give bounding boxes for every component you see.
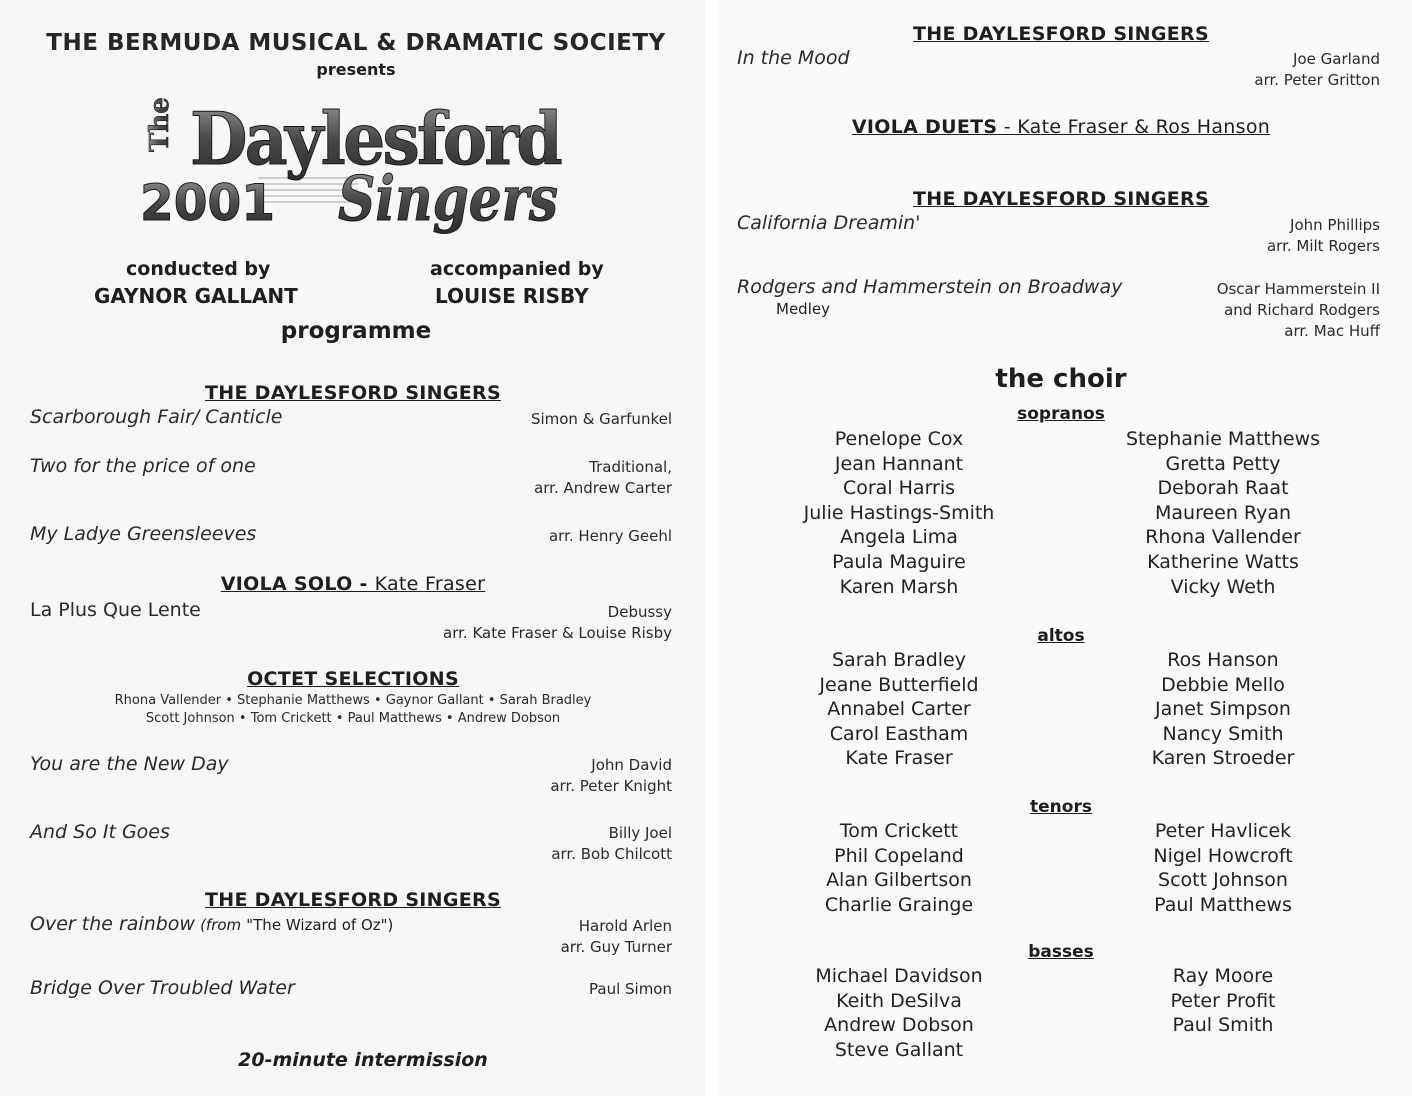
credit-line: Traditional,	[589, 458, 672, 476]
choir-member-name: Karen Marsh	[839, 575, 959, 598]
tenors-left-list	[769, 819, 1029, 917]
choir-member-name: Penelope Cox	[834, 428, 964, 450]
credit-line: Joe Garland	[1293, 50, 1380, 68]
logo-daylesford: Daylesford	[190, 96, 562, 181]
programme-item-credit	[1217, 279, 1380, 342]
conducted-by-label: conducted by	[126, 258, 271, 280]
programme-item-credit	[531, 409, 672, 430]
section-heading-singers-3: THE DAYLESFORD SINGERS	[913, 23, 1209, 45]
viola-duets-performers: - Kate Fraser & Ros Hanson	[997, 116, 1271, 138]
rainbow-title: Over the rainbow	[30, 913, 195, 935]
logo-singers: Singers	[338, 162, 558, 235]
choir-member-name: Annabel Carter	[827, 698, 971, 721]
society-heading: THE BERMUDA MUSICAL & DRAMATIC SOCIETY	[46, 30, 666, 56]
credit-line: John Phillips	[1290, 216, 1380, 234]
programme-item-title: California Dreamin'	[737, 212, 921, 234]
programme-item-title: Two for the price of one	[30, 455, 256, 477]
choir-member-name: Katherine Watts	[1147, 550, 1299, 573]
programme-item-title: My Ladye Greensleeves	[30, 523, 257, 545]
programme-item-credit	[561, 916, 672, 958]
viola-duets-label: VIOLA DUETS	[851, 116, 998, 138]
choir-member-name: Coral Harris	[842, 477, 956, 500]
choir-member-name: Stephanie Matthews	[1125, 428, 1321, 450]
accompanist-name: LOUISE RISBY	[435, 284, 589, 308]
section-heading-singers-2: THE DAYLESFORD SINGERS	[205, 889, 501, 911]
programme-item-title: Rodgers and Hammerstein on Broadway	[737, 276, 1123, 298]
choir-member-name: Michael Davidson	[815, 965, 983, 987]
programme-item-credit	[550, 755, 672, 797]
credit-line: arr. Kate Fraser & Louise Risby	[443, 624, 672, 642]
programme-item-credit	[443, 602, 672, 644]
programme-item-title: In the Mood	[737, 47, 850, 69]
octet-members	[28, 692, 678, 728]
credit-line: Simon & Garfunkel	[530, 410, 672, 428]
credit-line: arr. Mac Huff	[1284, 322, 1380, 340]
choir-member-name: Alan Gilbertson	[826, 869, 972, 892]
section-heading-singers-1: THE DAYLESFORD SINGERS	[205, 382, 501, 404]
choir-member-name: Janet Simpson	[1155, 698, 1291, 721]
choir-member-name: Kate Fraser	[845, 747, 953, 770]
sopranos-left-list	[769, 427, 1029, 599]
viola-solo-label: VIOLA SOLO -	[220, 573, 375, 595]
choir-member-name: Gretta Petty	[1165, 452, 1281, 475]
choir-member-name: Paula Maguire	[832, 550, 966, 573]
credit-line: arr. Henry Geehl	[548, 527, 672, 545]
credit-line: arr. Milt Rogers	[1266, 237, 1380, 255]
choir-member-name: Tom Crickett	[839, 820, 959, 842]
voice-heading-sopranos: sopranos	[1017, 404, 1105, 424]
choir-member-name: Vicky Weth	[1170, 575, 1276, 598]
credit-line: and Richard Rodgers	[1224, 301, 1380, 319]
voice-heading-altos: altos	[1037, 626, 1085, 646]
section-heading-viola-duets	[738, 116, 1384, 138]
programme-heading: programme	[280, 318, 432, 344]
choir-member-name: Phil Copeland	[834, 844, 964, 867]
programme-item-title: La Plus Que Lente	[30, 599, 201, 621]
choir-member-name: Charlie Grainge	[824, 893, 974, 916]
choir-member-name: Julie Hastings-Smith	[803, 501, 995, 524]
tenors-right-list	[1093, 819, 1353, 917]
altos-left-list	[769, 648, 1029, 771]
altos-right-list	[1093, 648, 1353, 771]
choir-member-name: Deborah Raat	[1157, 477, 1289, 500]
accompanied-by-label: accompanied by	[430, 258, 604, 280]
programme-item-credit	[589, 979, 672, 1000]
credit-line: Oscar Hammerstein II	[1216, 280, 1380, 298]
programme-item-credit	[549, 526, 672, 547]
choir-member-name: Nancy Smith	[1162, 722, 1284, 745]
credit-line: Paul Simon	[589, 980, 672, 998]
rainbow-from: (from	[200, 916, 242, 934]
octet-members-line: Rhona Vallender • Stephanie Matthews • Gaynor Gallant • Sarah Bradley	[114, 693, 592, 708]
programme-item-subtitle: Medley	[776, 300, 830, 318]
voice-heading-basses: basses	[1028, 942, 1094, 962]
credit-line: Harold Arlen	[578, 917, 672, 935]
choir-member-name: Sarah Bradley	[831, 649, 966, 671]
programme-item-credit	[1267, 215, 1380, 257]
programme-item-credit	[551, 823, 672, 865]
choir-member-name: Peter Profit	[1170, 989, 1276, 1012]
choir-member-name: Carol Eastham	[829, 722, 969, 745]
choir-member-name: Debbie Mello	[1161, 673, 1285, 696]
choir-member-name: Peter Havlicek	[1154, 820, 1292, 842]
section-heading-octet: OCTET SELECTIONS	[247, 668, 459, 690]
left-page	[0, 0, 705, 1096]
choir-member-name: Scott Johnson	[1158, 869, 1288, 892]
choir-member-name: Ros Hanson	[1167, 649, 1279, 671]
choir-member-name: Keith DeSilva	[836, 989, 962, 1012]
choir-member-name: Andrew Dobson	[824, 1014, 974, 1037]
credit-line: arr. Peter Gritton	[1254, 71, 1380, 89]
section-heading-viola-solo	[28, 573, 678, 595]
programme-item-title: Scarborough Fair/ Canticle	[30, 406, 283, 428]
programme-item-title: And So It Goes	[30, 821, 170, 843]
programme-item-credit	[534, 457, 672, 499]
presents-label: presents	[316, 60, 396, 79]
choir-member-name: Angela Lima	[840, 526, 958, 549]
programme-item-title: You are the New Day	[30, 753, 229, 775]
choir-member-name: Paul Matthews	[1154, 893, 1292, 916]
choir-member-name: Paul Smith	[1172, 1014, 1274, 1037]
section-heading-singers-4: THE DAYLESFORD SINGERS	[913, 188, 1209, 210]
credit-line: Debussy	[607, 603, 672, 621]
basses-right-list	[1093, 964, 1353, 1038]
conductor-name: GAYNOR GALLANT	[94, 284, 298, 308]
programme-item-title	[30, 913, 393, 935]
right-page	[718, 0, 1412, 1096]
choir-member-name: Nigel Howcroft	[1153, 844, 1293, 867]
choir-member-name: Maureen Ryan	[1154, 501, 1292, 524]
logo-year: 2001	[140, 174, 275, 232]
credit-line: Billy Joel	[608, 824, 672, 842]
choir-member-name: Ray Moore	[1172, 965, 1274, 987]
choir-member-name: Karen Stroeder	[1151, 747, 1295, 770]
intermission-label: 20-minute intermission	[238, 1049, 488, 1071]
voice-heading-tenors: tenors	[1030, 797, 1092, 817]
choir-member-name: Steve Gallant	[834, 1038, 964, 1061]
choir-member-name: Rhona Vallender	[1145, 526, 1301, 549]
credit-line: arr. Andrew Carter	[534, 479, 672, 497]
choir-heading: the choir	[995, 364, 1127, 394]
logo-the: The	[145, 97, 175, 152]
credit-line: arr. Peter Knight	[550, 777, 672, 795]
viola-solo-performer: Kate Fraser	[374, 573, 486, 595]
rainbow-source: "The Wizard of Oz")	[246, 916, 394, 934]
daylesford-logo	[138, 92, 568, 242]
credit-line: arr. Guy Turner	[560, 938, 672, 956]
programme-item-credit	[1254, 49, 1380, 91]
programme-item-title: Bridge Over Troubled Water	[30, 977, 295, 999]
credit-line: John David	[591, 756, 672, 774]
octet-members-line: Scott Johnson • Tom Crickett • Paul Matthews • Andrew Dobson	[145, 711, 561, 726]
choir-member-name: Jeane Butterfield	[819, 673, 979, 696]
choir-member-name: Jean Hannant	[834, 452, 964, 475]
basses-left-list	[769, 964, 1029, 1062]
sopranos-right-list	[1093, 427, 1353, 599]
credit-line: arr. Bob Chilcott	[551, 845, 672, 863]
